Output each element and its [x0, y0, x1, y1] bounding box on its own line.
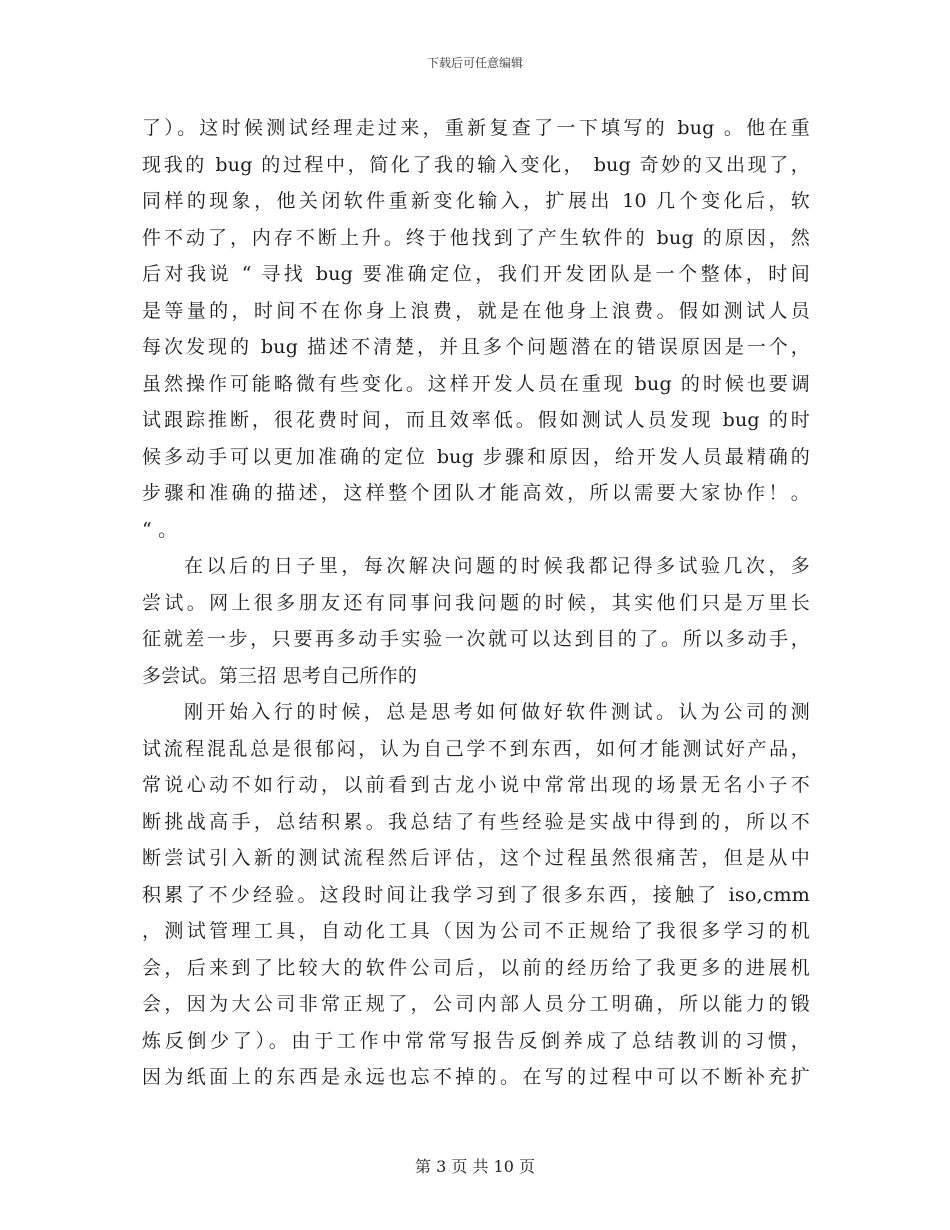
text-line: 征就差一步，只要再多动手实验一次就可以达到目的了。所以多动手， — [142, 628, 810, 650]
text-line: 件不动了，内存不断上升。终于他找到了产生软件的 bug 的原因，然 — [142, 226, 810, 249]
text-line: ，测试管理工具，自动化工具（因为公司不正规给了我很多学习的机 — [142, 920, 810, 942]
paragraph — [142, 110, 810, 548]
paragraph — [142, 694, 810, 1096]
text-line: 是等量的，时间不在你身上浪费，就是在他身上浪费。假如测试人员 — [142, 299, 810, 322]
text-line: 候多动手可以更加准确的定位 bug 步骤和原因，给开发人员最精确的 — [142, 445, 810, 468]
text-line: 尝试。网上很多朋友还有同事问我问题的时候，其实他们只是万里长 — [142, 591, 810, 614]
text-line: 步骤和准确的描述，这样整个团队才能高效，所以需要大家协作！。 — [142, 482, 810, 504]
text-line: 积累了不少经验。这段时间让我学习到了很多东西，接触了 iso,cmm — [142, 883, 810, 906]
text-line: 试跟踪推断，很花费时间，而且效率低。假如测试人员发现 bug 的时 — [142, 409, 810, 431]
text-line: 会，后来到了比较大的软件公司后，以前的经历给了我更多的进展机 — [142, 956, 810, 979]
text-line: 了）。这时候测试经理走过来，重新复查了一下填写的 bug 。他在重 — [142, 117, 810, 139]
text-line: 炼反倒少了）。由于工作中常常写报告反倒养成了总结教训的习惯， — [142, 1029, 810, 1052]
text-line: 后对我说 “ 寻找 bug 要准确定位，我们开发团队是一个整体，时间 — [142, 263, 810, 285]
text-line: 会，因为大公司非常正规了，公司内部人员分工明确，所以能力的锻 — [142, 993, 810, 1015]
text-line: 多尝试。第三招 思考自己所作的 — [142, 664, 418, 687]
text-line: 在以后的日子里，每次解决问题的时候我都记得多试验几次，多 — [184, 555, 810, 577]
paragraph — [142, 548, 810, 694]
text-line: 断尝试引入新的测试流程然后评估，这个过程虽然很痛苦，但是从中 — [142, 847, 810, 869]
text-line: 现我的 bug 的过程中，简化了我的输入变化， bug 奇妙的又出现了， — [142, 153, 810, 176]
text-line: 常说心动不如行动，以前看到古龙小说中常常出现的场景无名小子不 — [142, 774, 810, 796]
text-line: 断挑战高手，总结积累。我总结了有些经验是实战中得到的，所以不 — [142, 810, 810, 833]
text-line: 同样的现象，他关闭软件重新变化输入，扩展出 10 几个变化后，软 — [142, 190, 810, 212]
text-line: 每次发现的 bug 描述不清楚，并且多个问题潜在的错误原因是一个， — [142, 336, 810, 358]
page-header: 下载后可任意编辑 — [426, 56, 523, 70]
text-line: 因为纸面上的东西是永远也忘不掉的。在写的过程中可以不断补充扩 — [142, 1066, 810, 1088]
document-body — [142, 110, 810, 1096]
text-line: “ 。 — [142, 518, 178, 541]
page-number: 第 3 页 共 10 页 — [415, 1157, 535, 1176]
text-line: 刚开始入行的时候，总是思考如何做好软件测试。认为公司的测 — [184, 701, 810, 723]
text-line: 虽然操作可能略微有些变化。这样开发人员在重现 bug 的时候也要调 — [142, 372, 810, 395]
text-line: 试流程混乱总是很郁闷，认为自己学不到东西，如何才能测试好产品， — [142, 737, 810, 760]
